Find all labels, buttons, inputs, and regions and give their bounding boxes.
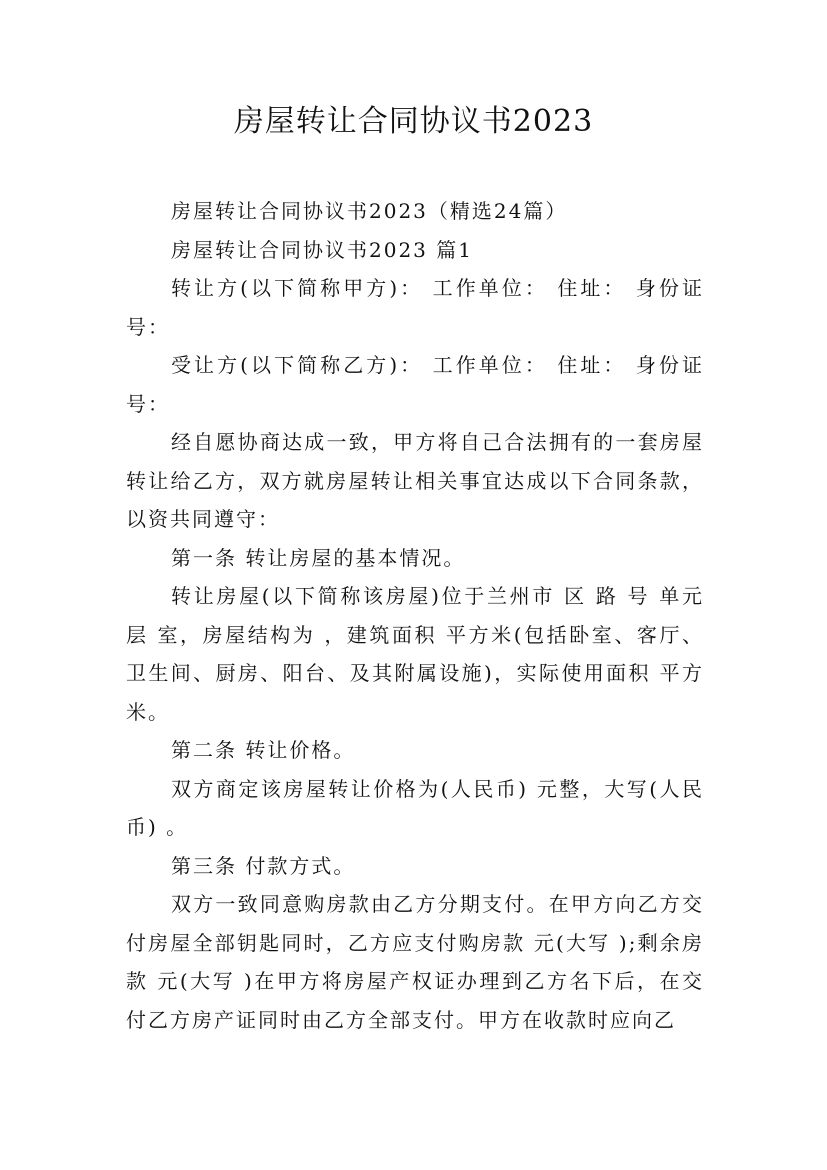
paragraph-article-1-heading: 第一条 转让房屋的基本情况。 xyxy=(171,545,466,570)
paragraph-transferor: 转让方(以下简称甲方)： 工作单位： 住址： 身份证号： xyxy=(126,276,704,339)
paragraph-article-3-body: 双方一致同意购房款由乙方分期支付。在甲方向乙方交付房屋全部钥匙同时，乙方应支付购房款 元(大写 );剩余房款 元(大写 )在甲方将房屋产权证办理到乙方名下后，在交付乙方房产证同时由乙方全部支付。甲方在收款时应向乙 xyxy=(126,892,704,1032)
paragraph-preamble: 经自愿协商达成一致，甲方将自己合法拥有的一套房屋转让给乙方，双方就房屋转让相关事宜达成以下合同条款，以资共同遵守： xyxy=(126,430,704,531)
paragraph-article-3-heading: 第三条 付款方式。 xyxy=(171,853,356,878)
paragraph-article-2-body: 双方商定该房屋转让价格为(人民币) 元整，大写(人民币) 。 xyxy=(126,776,704,839)
paragraph-transferee: 受让方(以下简称乙方)： 工作单位： 住址： 身份证号： xyxy=(126,353,704,416)
paragraph-article-1-body: 转让房屋(以下简称该房屋)位于兰州市 区 路 号 单元 层 室，房屋结构为 ，建筑面积 平方米(包括卧室、客厅、卫生间、厨房、阳台、及其附属设施)，实际使用面积 平方米。 xyxy=(126,584,713,724)
document-body xyxy=(126,192,713,1039)
paragraph-article-2-heading: 第二条 转让价格。 xyxy=(171,738,356,762)
paragraph-section-heading: 房屋转让合同协议书2023 篇1 xyxy=(171,237,473,262)
document-title: 房屋转让合同协议书2023 xyxy=(233,104,594,139)
paragraph-subtitle: 房屋转让合同协议书2023（精选24篇） xyxy=(171,199,568,223)
